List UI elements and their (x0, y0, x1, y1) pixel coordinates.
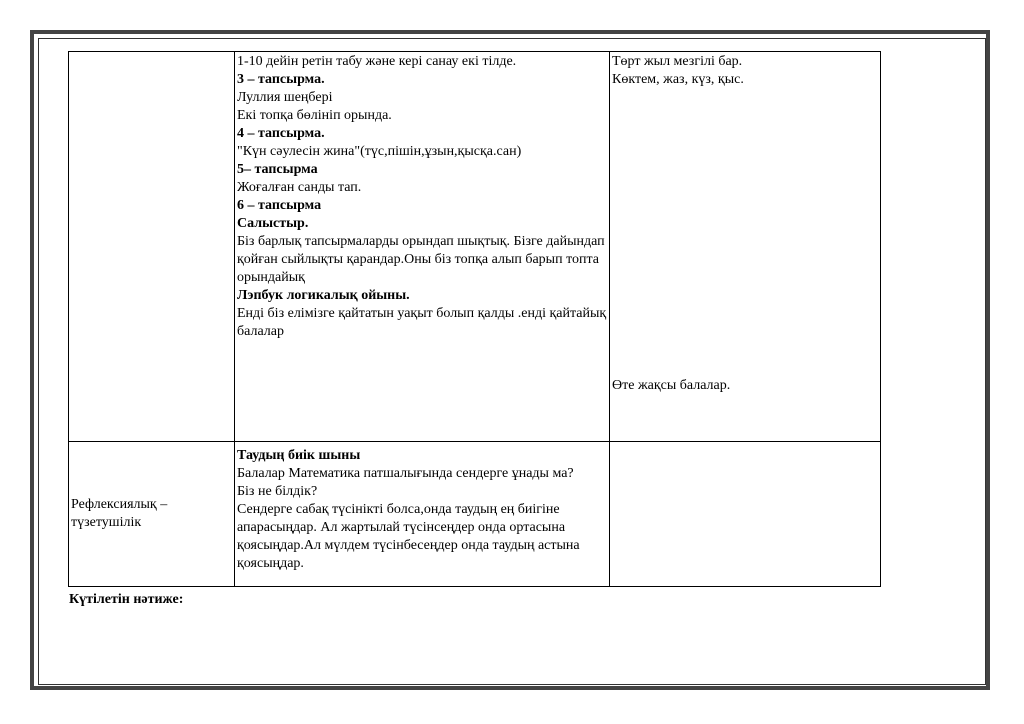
task-heading: 5– тапсырма (237, 162, 318, 177)
activity-line: 1-10 дейін ретін табу және кері санау екі тілде. (237, 54, 517, 69)
table-row (69, 442, 881, 587)
task-heading: Лэпбук логикалық ойыны. (237, 288, 410, 303)
table-row (69, 52, 881, 442)
activity-title: Таудың биік шыны (237, 448, 361, 463)
activity-cell (235, 52, 610, 442)
lesson-table (68, 51, 881, 587)
children-response-cell (610, 52, 881, 442)
response-line: Өте жақсы балалар. (612, 378, 731, 393)
activity-paragraph: Сендерге сабақ түсінікті болса,онда таудың ең биігіне апарасыңдар. Ал жартылай түсінсеңдер онда ортасына қоясыңдар.Ал мүлдем түсінбесеңдер онда таудың астына қоясыңдар. (237, 502, 580, 571)
task-heading: Салыстыр. (237, 216, 309, 231)
task-heading: 6 – тапсырма (237, 198, 322, 213)
stage-cell (69, 442, 235, 587)
response-line: Көктем, жаз, күз, қыс. (612, 72, 744, 87)
task-heading: 3 – тапсырма. (237, 72, 325, 87)
expected-result-heading: Күтілетін нәтиже: (69, 592, 184, 607)
stage-cell (69, 52, 235, 442)
activity-cell (235, 442, 610, 587)
activity-line: "Күн сәулесін жина"(түс,пішін,ұзын,қысқа.сан) (237, 144, 522, 159)
activity-line: Жоғалған санды тап. (237, 180, 362, 195)
stage-label: Рефлексиялық – түзетушілік (71, 497, 168, 530)
activity-line: Екі топқа бөлініп орында. (237, 108, 392, 123)
children-response-cell (610, 442, 881, 587)
activity-paragraph: Біз не білдік? (237, 484, 318, 499)
response-line: Төрт жыл мезгілі бар. (612, 54, 743, 69)
task-heading: 4 – тапсырма. (237, 126, 325, 141)
activity-paragraph: Енді біз елімізге қайтатын уақыт болып қалды .енді қайтайық балалар (237, 306, 607, 339)
activity-line: Луллия шеңбері (237, 90, 333, 105)
activity-paragraph: Балалар Математика патшалығында сендерге ұнады ма? (237, 466, 574, 481)
activity-paragraph: Біз барлық тапсырмаларды орындап шықтық. Бізге дайындап қойған сыйлықты қарандар.Оны біз топқа алып барып топта орындайық (237, 234, 605, 285)
